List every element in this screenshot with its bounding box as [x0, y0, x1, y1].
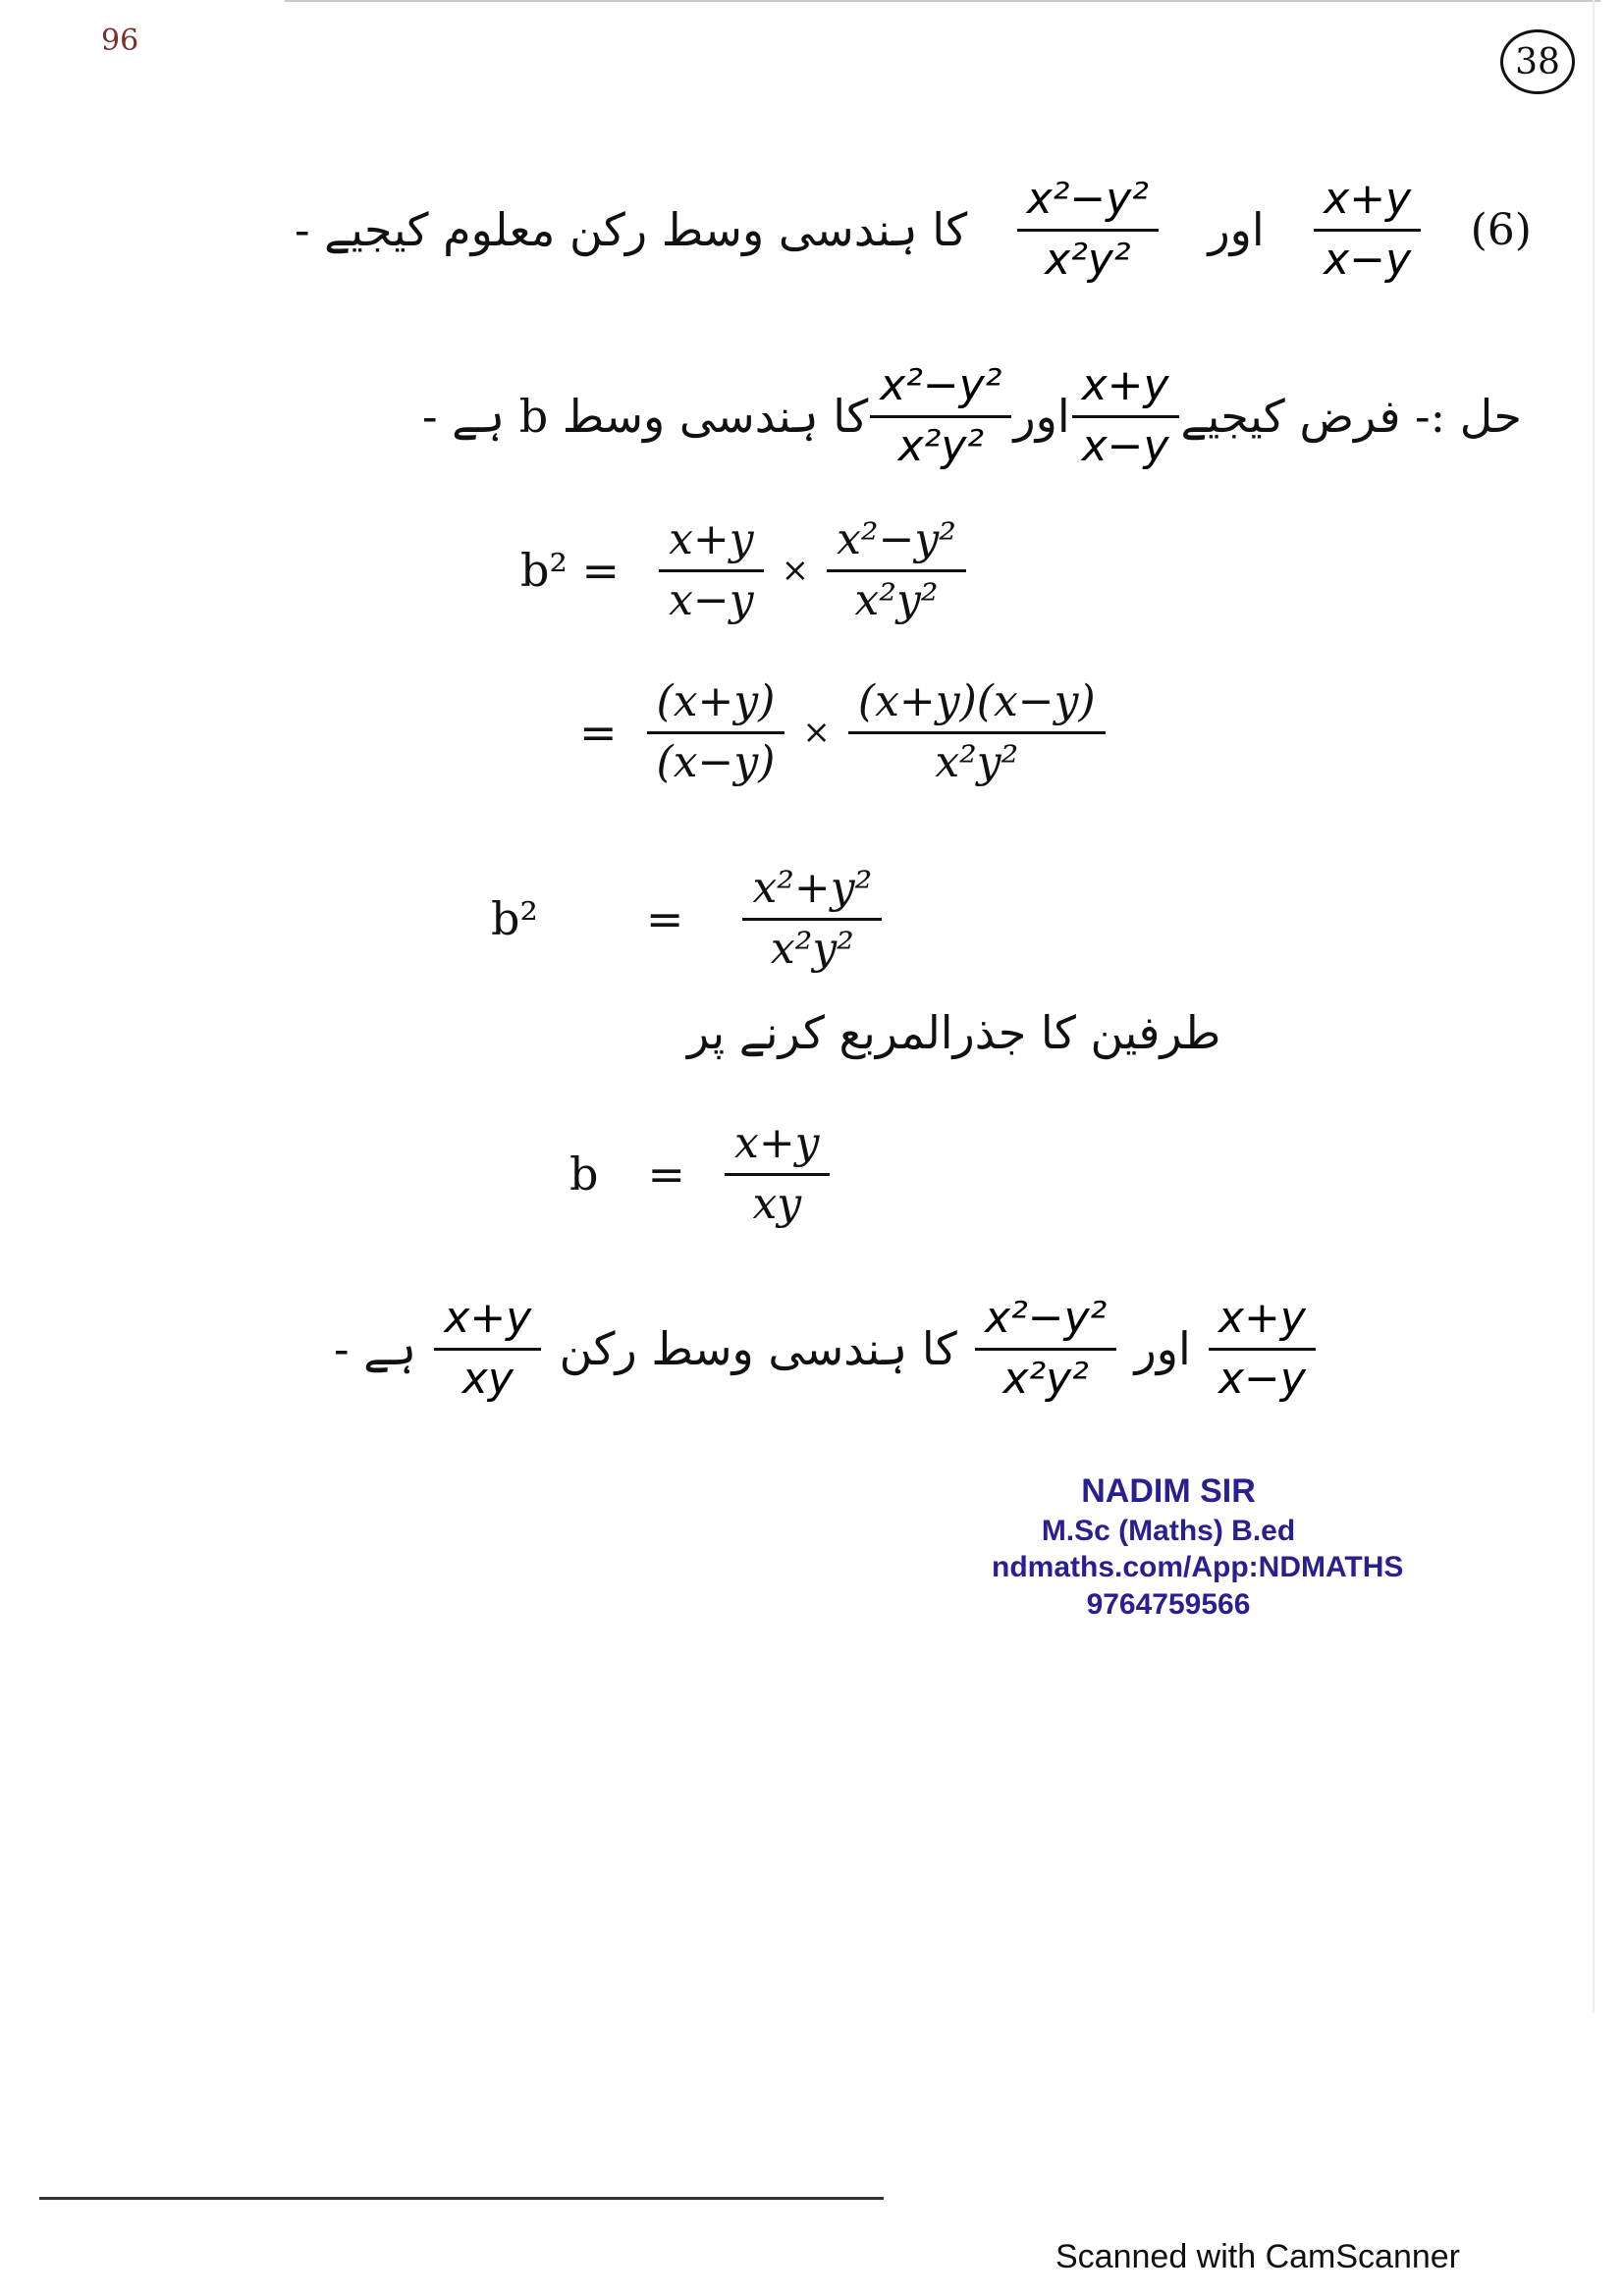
- step-2-frac-2: [848, 677, 1106, 787]
- solution-intro-frac-a-den: x−y: [1081, 420, 1169, 471]
- question-text: کا ہندسی وسط رکن معلوم کیجیے -: [295, 203, 968, 257]
- step-4-frac: [725, 1119, 830, 1229]
- step-1-frac-2-den: x²y²: [854, 574, 939, 625]
- stamp-phone: 9764759566: [1086, 1587, 1251, 1621]
- conclusion-result-den: xy: [461, 1353, 514, 1404]
- question-frac-b-num: x²−y²: [1017, 175, 1159, 232]
- step-1-frac-2: [827, 515, 966, 625]
- step-1-lhs: b² =: [520, 544, 621, 598]
- conclusion-frac-b-num: x²−y²: [975, 1294, 1116, 1351]
- step-1-frac-2-num: x²−y²: [827, 515, 966, 572]
- step-3: [491, 864, 882, 974]
- square-root-note: طرفین کا جذرالمربع کرنے پر: [687, 1006, 1221, 1059]
- step-2: [579, 677, 1106, 787]
- step-3-frac-num: x²+y²: [742, 864, 882, 921]
- step-2-frac-1-den: (x−y): [656, 736, 776, 787]
- step-3-frac: [742, 864, 882, 974]
- solution-intro-frac-a: [1072, 361, 1179, 471]
- step-2-multiply: ×: [802, 713, 831, 753]
- step-1-frac-1-den: x−y: [669, 574, 754, 625]
- step-1-frac-1: [659, 515, 764, 625]
- question-conj: اور: [1208, 203, 1265, 257]
- solution-intro-frac-a-num: x+y: [1072, 361, 1179, 418]
- handwritten-page-number: 96: [101, 24, 139, 58]
- conclusion-tail: ہے -: [334, 1322, 417, 1376]
- circled-page-number-text: 38: [1515, 41, 1560, 82]
- conclusion-line: [334, 1294, 1316, 1404]
- solution-intro-frac-b-num: x²−y²: [870, 361, 1011, 418]
- step-4: [569, 1119, 830, 1229]
- step-3-frac-den: x²y²: [770, 923, 854, 974]
- stamp-website: ndmaths.com/App:NDMATHS: [992, 1551, 1404, 1583]
- step-2-frac-1-num: (x+y): [647, 677, 785, 734]
- conclusion-frac-b: [975, 1294, 1116, 1404]
- step-4-frac-num: x+y: [725, 1119, 830, 1176]
- conclusion-result-frac: [434, 1294, 541, 1404]
- step-3-eq: =: [645, 892, 684, 946]
- scanner-watermark: Scanned with CamScanner: [1055, 2238, 1461, 2275]
- step-2-eq: =: [579, 706, 618, 760]
- bottom-edge-line: [39, 2197, 884, 2200]
- solution-intro-frac-b: [870, 361, 1011, 471]
- step-3-lhs: b²: [491, 892, 538, 946]
- conclusion-frac-a: [1209, 1294, 1316, 1404]
- solution-intro-tail: کا ہندسی وسط b ہے -: [422, 390, 869, 444]
- stamp-qualification: M.Sc (Maths) B.ed: [1041, 1514, 1296, 1547]
- stamp-name: NADIM SIR: [1081, 1472, 1256, 1510]
- question-frac-b-den: x²y²: [1045, 234, 1131, 285]
- step-1-multiply: ×: [781, 551, 810, 591]
- conclusion-text: کا ہندسی وسط رکن: [559, 1322, 957, 1376]
- step-2-frac-2-den: x²y²: [935, 736, 1019, 787]
- solution-intro-conj: اور: [1013, 390, 1070, 444]
- question-line: [295, 175, 1532, 285]
- solution-intro-frac-b-den: x²y²: [897, 420, 984, 471]
- step-2-frac-2-num: (x+y)(x−y): [848, 677, 1106, 734]
- conclusion-conj: اور: [1134, 1322, 1191, 1376]
- conclusion-result-num: x+y: [434, 1294, 541, 1351]
- question-frac-b: [1017, 175, 1159, 285]
- conclusion-frac-b-den: x²y²: [1002, 1353, 1089, 1404]
- question-frac-a-den: x−y: [1324, 234, 1412, 285]
- step-2-frac-1: [647, 677, 785, 787]
- solution-intro-line: [422, 361, 1522, 471]
- question-frac-a-num: x+y: [1314, 175, 1421, 232]
- conclusion-frac-a-den: x−y: [1218, 1353, 1306, 1404]
- solution-intro-lead: حل :- فرض کیجیے: [1180, 390, 1522, 444]
- step-1-frac-1-num: x+y: [659, 515, 764, 572]
- step-4-lhs: b: [569, 1148, 599, 1201]
- question-number: (6): [1470, 204, 1532, 255]
- circled-page-number: [1500, 29, 1575, 94]
- step-4-frac-den: xy: [752, 1178, 802, 1229]
- question-frac-a: [1314, 175, 1421, 285]
- author-stamp: [992, 1470, 1404, 1623]
- right-edge-shadow: [1593, 0, 1595, 2012]
- step-1: [520, 515, 966, 625]
- top-edge-line: [285, 0, 1600, 2]
- step-4-eq: =: [647, 1148, 685, 1201]
- conclusion-frac-a-num: x+y: [1209, 1294, 1316, 1351]
